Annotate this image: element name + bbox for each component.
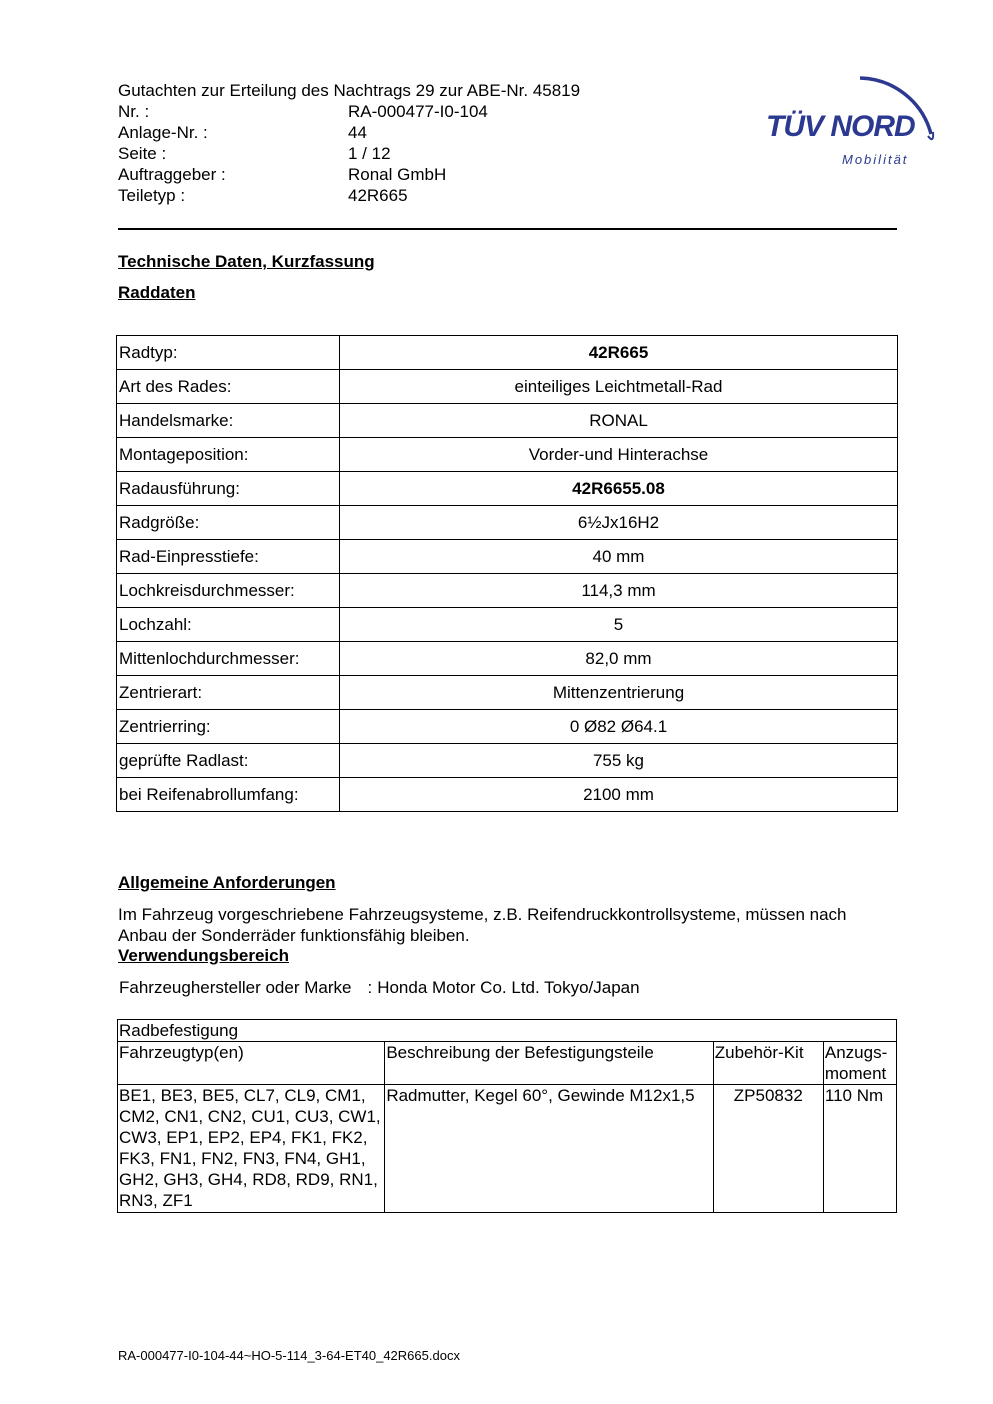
- table-row: [117, 370, 898, 404]
- meta-label: Nr. :: [118, 102, 150, 121]
- raddaten-value: 0 Ø82 Ø64.1: [340, 710, 898, 744]
- verwendung-line: [119, 978, 640, 998]
- table-row: [117, 336, 898, 370]
- cell-zubehoer-kit: ZP50832: [713, 1085, 823, 1213]
- meta-value: 1 / 12: [348, 144, 391, 163]
- table-row: [117, 574, 898, 608]
- raddaten-value: RONAL: [340, 404, 898, 438]
- header-fahrzeugtyp: Fahrzeugtyp(en): [118, 1042, 385, 1085]
- section-heading-allgemeine: Allgemeine Anforderungen: [118, 873, 336, 892]
- table-row: [117, 676, 898, 710]
- raddaten-table: [116, 335, 898, 812]
- table-row: [117, 642, 898, 676]
- raddaten-value: 40 mm: [340, 540, 898, 574]
- table-row: [117, 404, 898, 438]
- section-heading-verwendung: Verwendungsbereich: [118, 946, 289, 965]
- header-anzugsmoment: Anzugs-moment: [823, 1042, 896, 1085]
- header-beschreibung: Beschreibung der Befestigungsteile: [385, 1042, 713, 1085]
- raddaten-label: bei Reifenabrollumfang:: [117, 778, 340, 812]
- document-header: [118, 80, 580, 206]
- raddaten-label: Zentrierring:: [117, 710, 340, 744]
- raddaten-label: Handelsmarke:: [117, 404, 340, 438]
- raddaten-label: Lochkreisdurchmesser:: [117, 574, 340, 608]
- raddaten-label: Zentrierart:: [117, 676, 340, 710]
- raddaten-value: Mittenzentrierung: [340, 676, 898, 710]
- raddaten-label: Radausführung:: [117, 472, 340, 506]
- table-row: [117, 710, 898, 744]
- verwendung-separator: :: [367, 978, 373, 997]
- document-title: Gutachten zur Erteilung des Nachtrags 29 zur ABE-Nr. 45819: [118, 81, 581, 100]
- raddaten-value: 6½Jx16H2: [340, 506, 898, 540]
- meta-label: Auftraggeber :: [118, 165, 226, 184]
- meta-value: 42R665: [348, 186, 408, 205]
- raddaten-label: Art des Rades:: [117, 370, 340, 404]
- cell-fahrzeugtypen: BE1, BE3, BE5, CL7, CL9, CM1, CM2, CN1, CN2, CU1, CU3, CW1, CW3, EP1, EP2, EP4, FK1, FK2, FK3, FN1, FN2, FN3, FN4, GH1, GH2, GH3, GH4, RD8, RD9, RN1, RN3, ZF1: [118, 1085, 385, 1213]
- anforderungen-paragraph: Im Fahrzeug vorgeschriebene Fahrzeugsysteme, z.B. Reifendruckkontrollsysteme, müssen nach Anbau der Sonderräder funktionsfähig bleiben.: [118, 905, 847, 945]
- section-heading-technische-daten: Technische Daten, Kurzfassung: [118, 252, 375, 271]
- tuv-nord-logo: [760, 56, 945, 176]
- meta-label: Seite :: [118, 144, 167, 163]
- meta-label: Teiletyp :: [118, 186, 186, 205]
- meta-row: [118, 143, 580, 164]
- raddaten-value: 5: [340, 608, 898, 642]
- table-row: [117, 506, 898, 540]
- raddaten-label: Rad-Einpresstiefe:: [117, 540, 340, 574]
- table-row: [117, 608, 898, 642]
- meta-row: [118, 185, 580, 206]
- header-zubehoer-kit: Zubehör-Kit: [713, 1042, 823, 1085]
- meta-row: [118, 101, 580, 122]
- table-row: [117, 540, 898, 574]
- meta-row: [118, 164, 580, 185]
- table-row: [117, 438, 898, 472]
- cell-beschreibung: Radmutter, Kegel 60°, Gewinde M12x1,5: [385, 1085, 713, 1213]
- header-divider: [118, 228, 897, 230]
- logo-brand-text: TÜV NORD: [766, 110, 915, 143]
- raddaten-value: 42R6655.08: [340, 472, 898, 506]
- section-heading-raddaten: Raddaten: [118, 283, 196, 302]
- meta-value: Ronal GmbH: [348, 165, 447, 184]
- radbefestigung-table: [117, 1019, 897, 1213]
- raddaten-value: 42R665: [340, 336, 898, 370]
- logo-sub-text: Mobilität: [842, 152, 909, 167]
- raddaten-value: 755 kg: [340, 744, 898, 778]
- table-row: [117, 472, 898, 506]
- raddaten-label: Mittenlochdurchmesser:: [117, 642, 340, 676]
- raddaten-value: einteiliges Leichtmetall-Rad: [340, 370, 898, 404]
- table-row: [117, 744, 898, 778]
- radbefestigung-title: Radbefestigung: [118, 1020, 897, 1042]
- cell-anzugsmoment: 110 Nm: [823, 1085, 896, 1213]
- verwendung-label: Fahrzeughersteller oder Marke: [119, 978, 352, 997]
- raddaten-label: geprüfte Radlast:: [117, 744, 340, 778]
- meta-label: Anlage-Nr. :: [118, 123, 208, 142]
- meta-value: RA-000477-I0-104: [348, 102, 488, 121]
- verwendung-value: Honda Motor Co. Ltd. Tokyo/Japan: [377, 978, 640, 997]
- header-meta: [118, 101, 580, 206]
- table-row: [117, 778, 898, 812]
- raddaten-value: Vorder-und Hinterachse: [340, 438, 898, 472]
- raddaten-value: 82,0 mm: [340, 642, 898, 676]
- raddaten-label: Montageposition:: [117, 438, 340, 472]
- raddaten-value: 114,3 mm: [340, 574, 898, 608]
- footer-filename: RA-000477-I0-104-44~HO-5-114_3-64-ET40_42R665.docx: [118, 1348, 460, 1363]
- raddaten-label: Radgröße:: [117, 506, 340, 540]
- raddaten-label: Lochzahl:: [117, 608, 340, 642]
- meta-value: 44: [348, 123, 367, 142]
- meta-row: [118, 122, 580, 143]
- raddaten-label: Radtyp:: [117, 336, 340, 370]
- raddaten-value: 2100 mm: [340, 778, 898, 812]
